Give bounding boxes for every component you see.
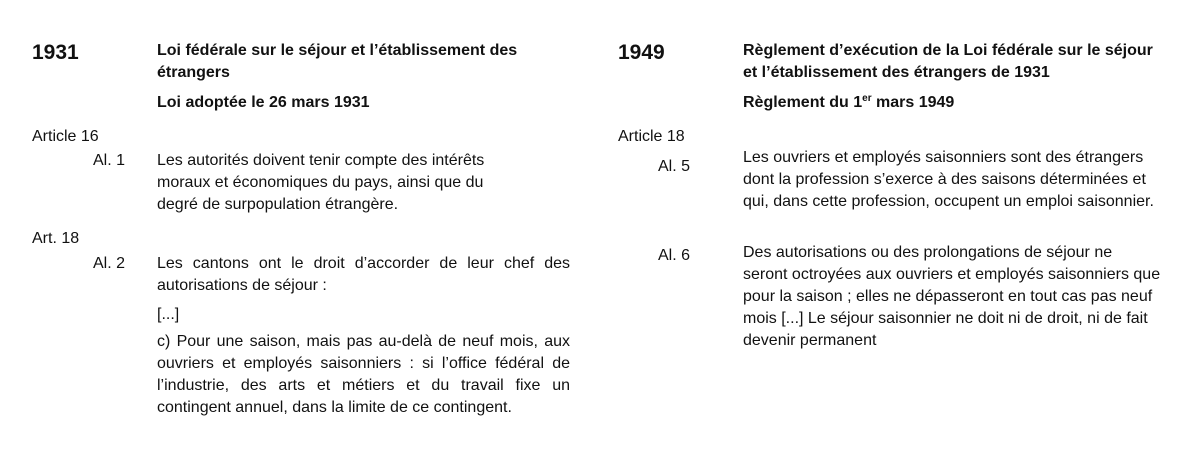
left-title: Loi fédérale sur le séjour et l’établissement des étrangers [157,42,518,81]
right-title: Règlement d’exécution de la Loi fédérale sur le séjour et l’établissement des étrangers de 1931 [743,42,1153,81]
right-year: 1949 [618,41,665,64]
left-article16-text: Les autorités doivent tenir compte des intérêts moraux et économiques du pays, ainsi que du degré de surpopulation étrangère. [157,152,485,213]
left-subtitle: Loi adoptée le 26 mars 1931 [157,94,370,111]
right-article18-text6: Des autorisations ou des prolongations de séjour ne seront octroyées aux ouvriers et employés saisonniers que pour la saison ; elles ne dépasseront en tout cas pas neuf mois [...] Le séjour saisonnier ne doit ni de droit, ni de fait devenir permanent [743,244,1161,349]
left-article16-label: Article 16 [32,128,99,145]
left-article18-ellipsis: [...] [157,306,180,323]
right-article18-text5: Les ouvriers et employés saisonniers sont des étrangers dont la profession s’exerce à des saisons déterminées et qui, dans cette profession, occupent un emploi saisonnier. [743,149,1154,210]
right-subtitle-pre: Règlement du 1 [743,94,863,111]
left-article18-text: Les cantons ont le droit d’accorder de leur chef des autorisations de séjour : [157,255,570,294]
left-article16-al: Al. 1 [93,152,126,169]
left-article18-al: Al. 2 [93,255,126,272]
right-article18-al6: Al. 6 [658,247,691,264]
right-subtitle-sup: er [862,93,872,104]
right-subtitle [743,92,1153,114]
left-article18-label: Art. 18 [32,230,80,247]
left-year: 1931 [32,41,79,64]
right-article18-al5: Al. 5 [658,158,691,175]
left-article18-clause: c) Pour une saison, mais pas au-delà de neuf mois, aux ouvriers et employés saisonniers : si l’office fédéral de l’industrie, des arts et métiers et du travail fixe un contingent annuel, dans la limite de ce contingent. [157,333,570,416]
right-subtitle-post: mars 1949 [871,94,955,111]
right-article18-label: Article 18 [618,128,685,145]
